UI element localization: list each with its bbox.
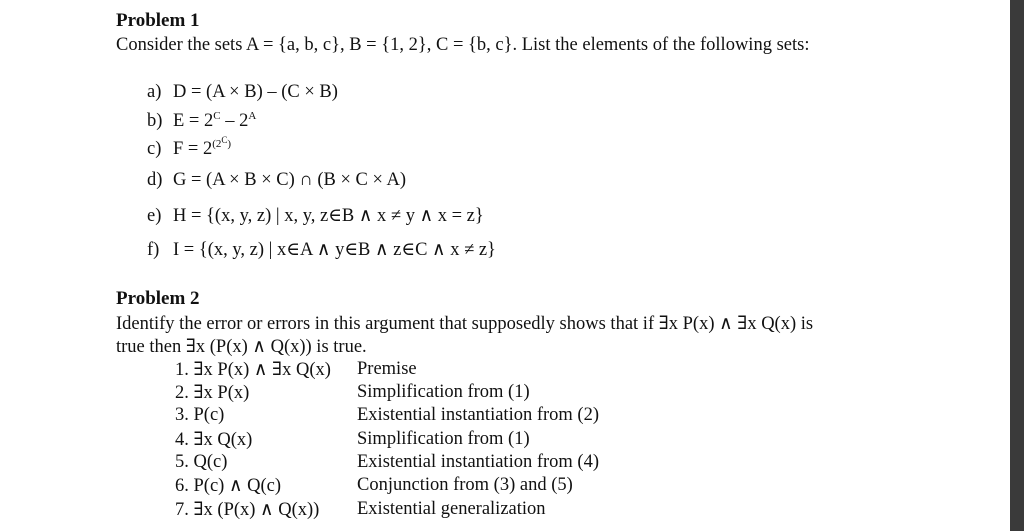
item-label: f) — [147, 240, 160, 260]
item-label: d) — [147, 170, 163, 190]
superscript-a: A — [248, 110, 257, 122]
step-justification: Conjunction from (3) and (5) — [357, 475, 573, 495]
step-justification: Existential instantiation from (4) — [357, 452, 599, 472]
step-statement: 1. ∃x P(x) ∧ ∃x Q(x) — [175, 360, 331, 380]
viewer-edge — [1010, 0, 1024, 531]
step-statement: 5. Q(c) — [175, 452, 228, 472]
item-text: G = (A × B × C) ∩ (B × C × A) — [173, 170, 407, 190]
step-statement: 3. P(c) — [175, 405, 225, 425]
step-justification: Premise — [357, 359, 417, 379]
problem-1-item-b — [147, 111, 256, 132]
item-text: D = (A × B) – (C × B) — [173, 82, 338, 102]
item-text: I = {(x, y, z) | x∈A ∧ y∈B ∧ z∈C ∧ x ≠ z} — [173, 240, 496, 260]
item-label: b) — [147, 111, 163, 131]
step-justification: Existential instantiation from (2) — [357, 405, 599, 425]
problem-2-title: Problem 2 — [116, 288, 200, 309]
exponent-close: ) — [227, 138, 232, 150]
exponent-open: (2 — [212, 138, 222, 150]
problem-1-item-e — [147, 205, 484, 227]
problem-1-intro: Consider the sets A = {a, b, c}, B = {1, 2}, C = {b, c}. List the elements of the following sets: — [116, 35, 810, 55]
item-label: a) — [147, 82, 162, 102]
item-text-mid: – 2 — [220, 111, 249, 131]
step-statement: 7. ∃x (P(x) ∧ Q(x)) — [175, 500, 320, 520]
power-set-exponent — [212, 135, 232, 150]
problem-1-item-c — [147, 135, 232, 160]
problem-2-intro-line-1: Identify the error or errors in this argument that supposedly shows that if ∃x P(x) ∧ ∃x Q(x) is — [116, 314, 814, 334]
step-statement: 4. ∃x Q(x) — [175, 430, 253, 450]
item-text-base: E = 2 — [173, 111, 214, 131]
step-justification: Simplification from (1) — [357, 429, 530, 449]
step-justification: Existential generalization — [357, 499, 546, 519]
nested-superscript: C — [221, 135, 228, 145]
item-label: e) — [147, 206, 162, 226]
item-text-base: F = 2 — [173, 139, 213, 159]
step-justification: Simplification from (1) — [357, 382, 530, 402]
problem-1-item-a — [147, 82, 338, 103]
problem-1-item-f — [147, 239, 496, 261]
superscript-c: C — [213, 110, 221, 122]
problem-1-title: Problem 1 — [116, 10, 200, 31]
step-statement: 6. P(c) ∧ Q(c) — [175, 476, 282, 496]
problem-2-intro-line-2: true then ∃x (P(x) ∧ Q(x)) is true. — [116, 337, 367, 357]
item-label: c) — [147, 139, 162, 159]
item-text: H = {(x, y, z) | x, y, z∈B ∧ x ≠ y ∧ x = z} — [173, 206, 484, 226]
step-statement: 2. ∃x P(x) — [175, 383, 250, 403]
problem-1-item-d — [147, 170, 406, 191]
